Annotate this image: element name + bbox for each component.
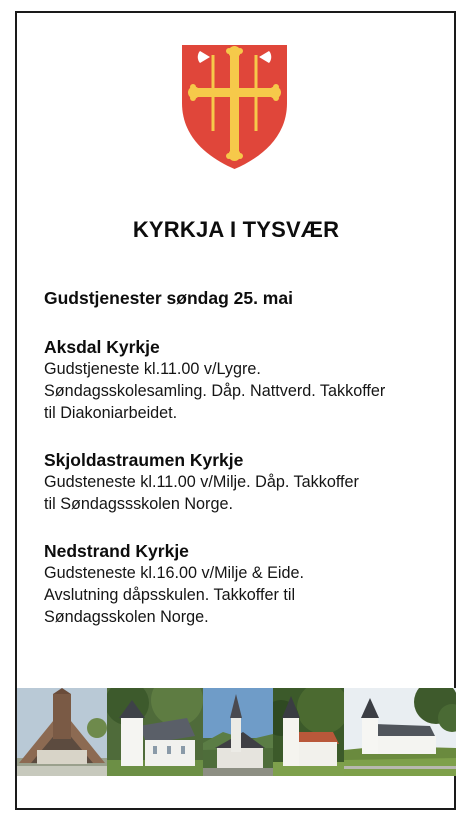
church-photo-strip <box>17 688 456 776</box>
church-name: Aksdal Kyrkje <box>44 337 160 357</box>
hillside-church-photo <box>344 688 456 776</box>
church-crest-icon <box>180 43 289 171</box>
modern-church-photo <box>17 688 107 776</box>
page-title: KYRKJA I TYSVÆR <box>132 217 340 242</box>
white-church-photo <box>107 688 203 776</box>
tower-church-photo <box>273 688 344 776</box>
service-list <box>44 288 444 653</box>
service-entry <box>44 336 444 424</box>
church-name: Skjoldastraumen Kyrkje <box>44 450 244 470</box>
church-name: Nedstrand Kyrkje <box>44 541 189 561</box>
service-details: Gudsteneste kl.11.00 v/Milje. Dåp. Takkoffer til Søndagssskolen Norge. <box>44 473 359 513</box>
service-entry <box>44 540 444 628</box>
service-details: Gudsteneste kl.16.00 v/Milje & Eide. Avslutning dåpsskulen. Takkoffer til Søndagsskolen Norge. <box>44 564 305 626</box>
service-details: Gudstjeneste kl.11.00 v/Lygre. Søndagsskolesamling. Dåp. Nattverd. Takkoffer til Diakoniarbeidet. <box>44 360 386 422</box>
service-entry <box>44 449 444 515</box>
services-heading: Gudstjenester søndag 25. mai <box>44 288 293 308</box>
steeple-church-photo <box>203 688 273 776</box>
